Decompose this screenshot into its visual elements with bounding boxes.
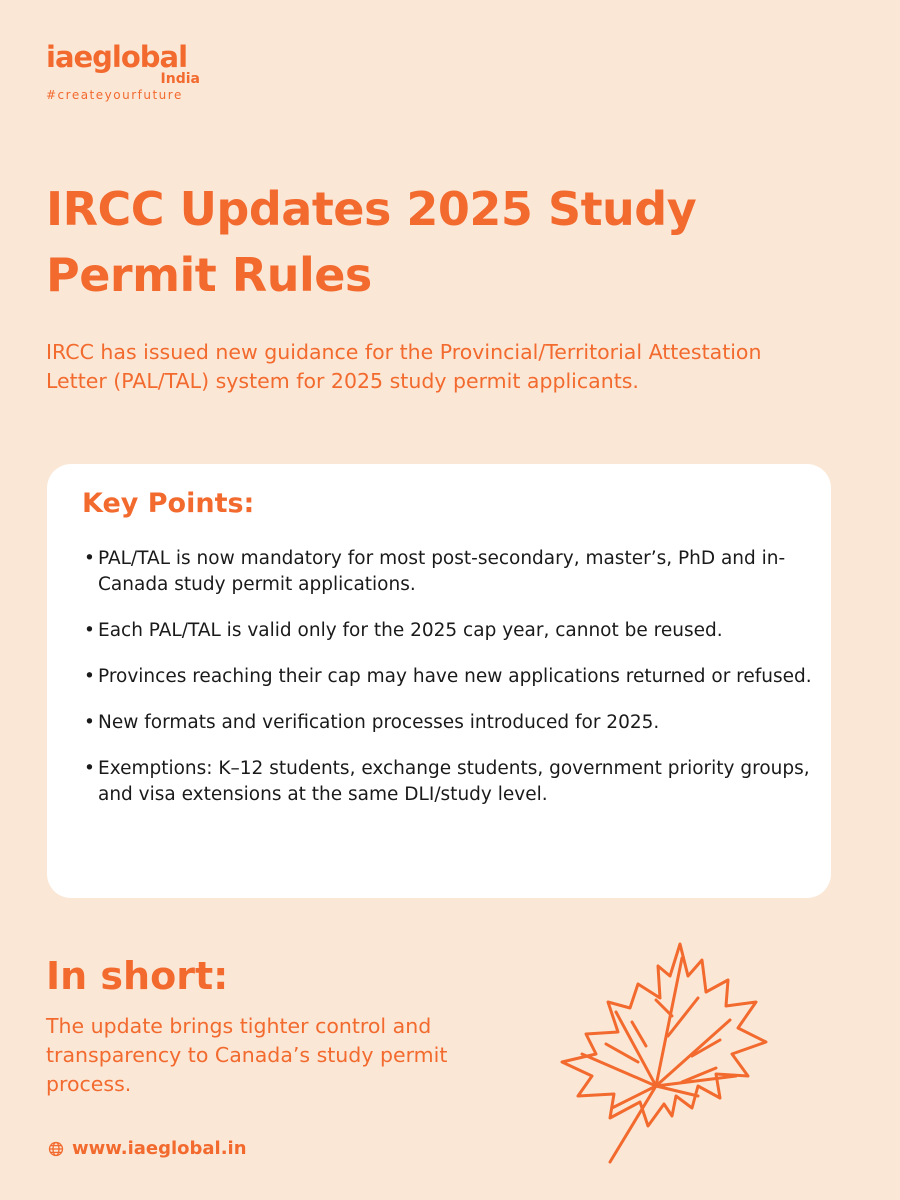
intro-paragraph: IRCC has issued new guidance for the Provincial/Territorial Attestation Letter (PAL/TAL) system for 2025 study permit applicants.	[46, 340, 762, 393]
list-item	[84, 710, 814, 736]
list-item-text: PAL/TAL is now mandatory for most post-secondary, master’s, PhD and in-Canada study permit applications.	[98, 548, 786, 595]
globe-icon	[48, 1141, 64, 1157]
bullet-icon: •	[84, 548, 95, 569]
key-points-list	[84, 546, 814, 828]
list-item	[84, 618, 814, 644]
key-points-title: Key Points:	[82, 488, 255, 519]
bullet-icon: •	[84, 666, 95, 687]
summary-text: The update brings tighter control and transparency to Canada’s study permit process.	[46, 1014, 448, 1096]
brand-name: iaeglobal	[46, 40, 188, 74]
list-item	[84, 756, 814, 808]
list-item-text: Exemptions: K–12 students, exchange students, government priority groups, and visa extensions at the same DLI/study level.	[98, 758, 810, 805]
summary-title: In short:	[46, 954, 229, 998]
list-item	[84, 546, 814, 598]
key-points-card	[47, 464, 831, 898]
brand-logo	[46, 40, 216, 103]
website-url[interactable]: www.iaeglobal.in	[72, 1138, 247, 1159]
maple-leaf-icon	[552, 936, 792, 1176]
brand-region: India	[160, 71, 200, 87]
bullet-icon: •	[84, 712, 95, 733]
list-item-text: Provinces reaching their cap may have new applications returned or refused.	[98, 666, 812, 687]
list-item	[84, 664, 814, 690]
list-item-text: Each PAL/TAL is valid only for the 2025 cap year, cannot be reused.	[98, 620, 723, 641]
website-link[interactable]	[48, 1137, 247, 1161]
bullet-icon: •	[84, 758, 95, 779]
bullet-icon: •	[84, 620, 95, 641]
page-title: IRCC Updates 2025 Study Permit Rules	[46, 182, 697, 302]
list-item-text: New formats and verification processes introduced for 2025.	[98, 712, 660, 733]
brand-tagline: #createyourfuture	[46, 88, 183, 102]
